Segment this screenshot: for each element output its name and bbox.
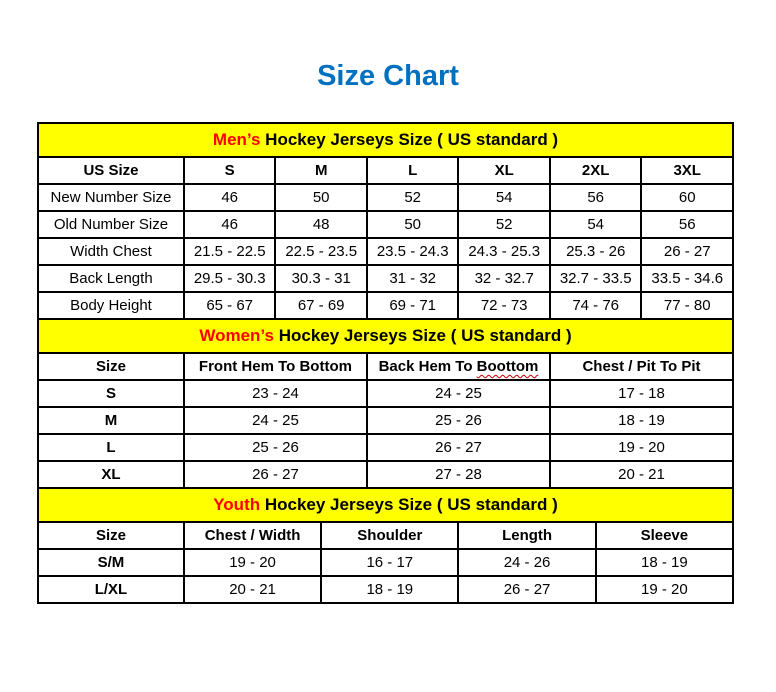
table-row [38, 576, 733, 603]
cell-value: 26 - 27 [367, 434, 550, 461]
table-row [38, 292, 733, 319]
cell-value: 20 - 21 [550, 461, 733, 488]
cell-value: 19 - 20 [550, 434, 733, 461]
row-label-l: L [38, 434, 184, 461]
cell-value: 52 [367, 184, 459, 211]
womens-highlight-label: Women’s [199, 326, 274, 345]
cell-value: 18 - 19 [321, 576, 458, 603]
womens-size-table [37, 318, 734, 489]
cell-value: 69 - 71 [367, 292, 459, 319]
cell-value: 46 [184, 184, 276, 211]
table-row [38, 434, 733, 461]
cell-value: 54 [458, 184, 550, 211]
youth-banner-row [38, 488, 733, 522]
cell-value: 20 - 21 [184, 576, 321, 603]
column-header-us-size: US Size [38, 157, 184, 184]
table-row [38, 211, 733, 238]
table-row [38, 407, 733, 434]
table-row [38, 461, 733, 488]
row-label-back-length: Back Length [38, 265, 184, 292]
column-header-m: M [275, 157, 367, 184]
size-chart-tables [37, 122, 734, 604]
cell-value: 24 - 25 [367, 380, 550, 407]
column-header-chest-width: Chest / Width [184, 522, 321, 549]
cell-value: 48 [275, 211, 367, 238]
row-label-width-chest: Width Chest [38, 238, 184, 265]
mens-column-header-row [38, 157, 733, 184]
cell-value: 46 [184, 211, 276, 238]
cell-value: 32.7 - 33.5 [550, 265, 642, 292]
row-label-s: S [38, 380, 184, 407]
womens-banner-row [38, 319, 733, 353]
misspelled-word: Boottom [476, 358, 539, 375]
mens-highlight-label: Men’s [212, 130, 261, 149]
table-row [38, 380, 733, 407]
column-header-size: Size [38, 522, 184, 549]
table-row [38, 238, 733, 265]
cell-value: 26 - 27 [184, 461, 367, 488]
mens-size-table [37, 122, 734, 320]
cell-value: 23 - 24 [184, 380, 367, 407]
cell-value: 18 - 19 [596, 549, 733, 576]
page-title: Size Chart [317, 60, 459, 92]
cell-value: 16 - 17 [321, 549, 458, 576]
womens-title-rest: Hockey Jerseys Size ( US standard ) [273, 326, 572, 345]
youth-title-rest: Hockey Jerseys Size ( US standard ) [260, 495, 558, 514]
cell-value: 25.3 - 26 [550, 238, 642, 265]
womens-column-header-row [38, 353, 733, 380]
back-hem-prefix: Back Hem To [378, 358, 473, 375]
cell-value: 74 - 76 [550, 292, 642, 319]
row-label-m: M [38, 407, 184, 434]
row-label-lxl: L/XL [38, 576, 184, 603]
column-header-front-hem: Front Hem To Bottom [184, 353, 367, 380]
row-label-sm: S/M [38, 549, 184, 576]
cell-value: 50 [367, 211, 459, 238]
cell-value: 31 - 32 [367, 265, 459, 292]
cell-value: 26 - 27 [458, 576, 595, 603]
cell-value: 26 - 27 [641, 238, 733, 265]
cell-value: 21.5 - 22.5 [184, 238, 276, 265]
column-header-l: L [367, 157, 459, 184]
cell-value: 24 - 25 [184, 407, 367, 434]
cell-value: 33.5 - 34.6 [641, 265, 733, 292]
cell-value: 77 - 80 [641, 292, 733, 319]
cell-value: 22.5 - 23.5 [275, 238, 367, 265]
youth-highlight-label: Youth [213, 495, 261, 514]
cell-value: 56 [641, 211, 733, 238]
cell-value: 54 [550, 211, 642, 238]
column-header-size: Size [38, 353, 184, 380]
mens-banner-row [38, 123, 733, 157]
cell-value: 19 - 20 [184, 549, 321, 576]
cell-value: 24 - 26 [458, 549, 595, 576]
cell-value: 19 - 20 [596, 576, 733, 603]
column-header-chest-pit: Chest / Pit To Pit [550, 353, 733, 380]
column-header-xl: XL [458, 157, 550, 184]
cell-value: 72 - 73 [458, 292, 550, 319]
cell-value: 23.5 - 24.3 [367, 238, 459, 265]
column-header-s: S [184, 157, 276, 184]
column-header-sleeve: Sleeve [596, 522, 733, 549]
table-row [38, 265, 733, 292]
column-header-length: Length [458, 522, 595, 549]
cell-value: 18 - 19 [550, 407, 733, 434]
cell-value: 29.5 - 30.3 [184, 265, 276, 292]
womens-table-title [38, 319, 733, 353]
cell-value: 17 - 18 [550, 380, 733, 407]
column-header-back-hem [367, 353, 550, 380]
cell-value: 27 - 28 [367, 461, 550, 488]
column-header-2xl: 2XL [550, 157, 642, 184]
cell-value: 25 - 26 [367, 407, 550, 434]
row-label-old-number-size: Old Number Size [38, 211, 184, 238]
cell-value: 50 [275, 184, 367, 211]
cell-value: 30.3 - 31 [275, 265, 367, 292]
column-header-shoulder: Shoulder [321, 522, 458, 549]
row-label-xl: XL [38, 461, 184, 488]
cell-value: 65 - 67 [184, 292, 276, 319]
column-header-3xl: 3XL [641, 157, 733, 184]
table-row [38, 184, 733, 211]
youth-size-table [37, 487, 734, 604]
cell-value: 52 [458, 211, 550, 238]
table-row [38, 549, 733, 576]
row-label-new-number-size: New Number Size [38, 184, 184, 211]
cell-value: 60 [641, 184, 733, 211]
youth-table-title [38, 488, 733, 522]
cell-value: 67 - 69 [275, 292, 367, 319]
row-label-body-height: Body Height [38, 292, 184, 319]
cell-value: 25 - 26 [184, 434, 367, 461]
cell-value: 24.3 - 25.3 [458, 238, 550, 265]
mens-title-rest: Hockey Jerseys Size ( US standard ) [260, 130, 559, 149]
youth-column-header-row [38, 522, 733, 549]
mens-table-title [38, 123, 733, 157]
cell-value: 32 - 32.7 [458, 265, 550, 292]
cell-value: 56 [550, 184, 642, 211]
